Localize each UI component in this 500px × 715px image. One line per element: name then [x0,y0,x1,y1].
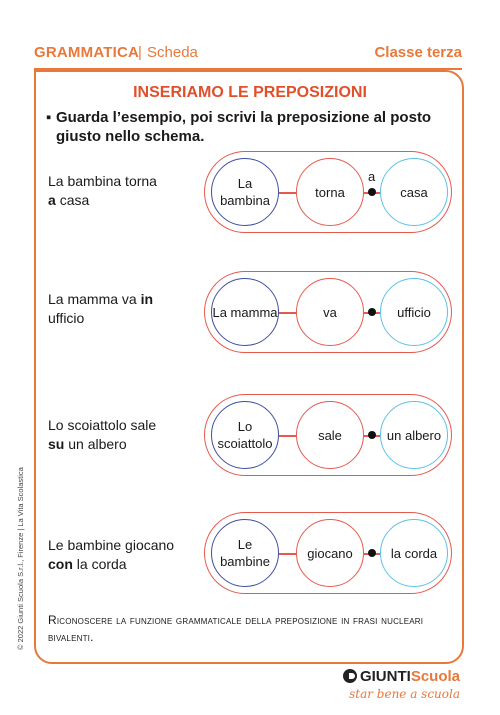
sentence-4-after: la corda [76,556,127,572]
preposition-answer[interactable]: a [368,169,376,184]
link-line [279,312,296,314]
instruction [46,108,436,146]
subject-circle: Le bambine [211,519,279,587]
bullet-icon: ▪ [46,109,52,126]
giunti-g-icon [343,669,357,683]
sentence-3 [48,416,198,454]
sentence-2-preposition: in [140,291,154,307]
sentence-2-before: La mamma va [48,291,137,307]
sentence-3-before: Lo scoiattolo sale [48,417,157,433]
learning-objective: Riconoscere la funzione grammaticale della preposizione in frasi nucleari bivalenti. [48,613,424,644]
complement-circle: la corda [380,519,448,587]
scheme-3 [204,394,452,476]
verb-circle: giocano [296,519,364,587]
subject-circle: La mamma [211,278,279,346]
sentence-1-after: casa [59,192,90,208]
sentence-2-after: ufficio [48,310,85,326]
subject-circle: Lo scoiattolo [211,401,279,469]
complement-circle: casa [380,158,448,226]
page-title: INSERIAMO LE PREPOSIZIONI [133,84,367,101]
link-line [279,553,296,555]
sentence-3-after: un albero [68,436,127,452]
sentence-1-before: La bambina torna [48,173,157,189]
link-line [279,192,296,194]
sentence-4-preposition: con [48,556,73,572]
scheme-1 [204,151,452,233]
verb-circle: va [296,278,364,346]
sheet-type-label: Scheda [147,44,198,61]
verb-circle: torna [296,158,364,226]
sentence-3-preposition: su [48,436,65,452]
instruction-text: Guarda l’esempio, poi scrivi la preposizione al posto giusto nello schema. [56,109,432,145]
scheme-2 [204,271,452,353]
subject-label: GRAMMATICA [34,44,140,61]
sentence-1-preposition: a [48,192,56,208]
preposition-dot[interactable] [368,188,376,196]
sentence-2 [48,290,198,328]
verb-circle: sale [296,401,364,469]
preposition-dot[interactable] [368,549,376,557]
subject-circle: La bambina [211,158,279,226]
scheme-4 [204,512,452,594]
complement-circle: ufficio [380,278,448,346]
copyright-note: © 2022 Giunti Scuola S.r.l., Firenze | La Vita Scolastica [16,467,25,650]
link-line [279,435,296,437]
class-label: Classe terza [374,44,462,61]
header-separator: | [138,44,142,61]
preposition-dot[interactable] [368,308,376,316]
complement-circle: un albero [380,401,448,469]
sentence-4 [48,536,198,574]
publisher-logo [310,668,460,708]
page-header [34,44,462,64]
logo-wordmark: GIUNTIScuola [343,668,460,685]
sentence-1 [48,172,198,210]
sentence-4-before: Le bambine giocano [48,537,175,553]
logo-slogan: star bene a scuola [349,687,460,701]
preposition-dot[interactable] [368,431,376,439]
